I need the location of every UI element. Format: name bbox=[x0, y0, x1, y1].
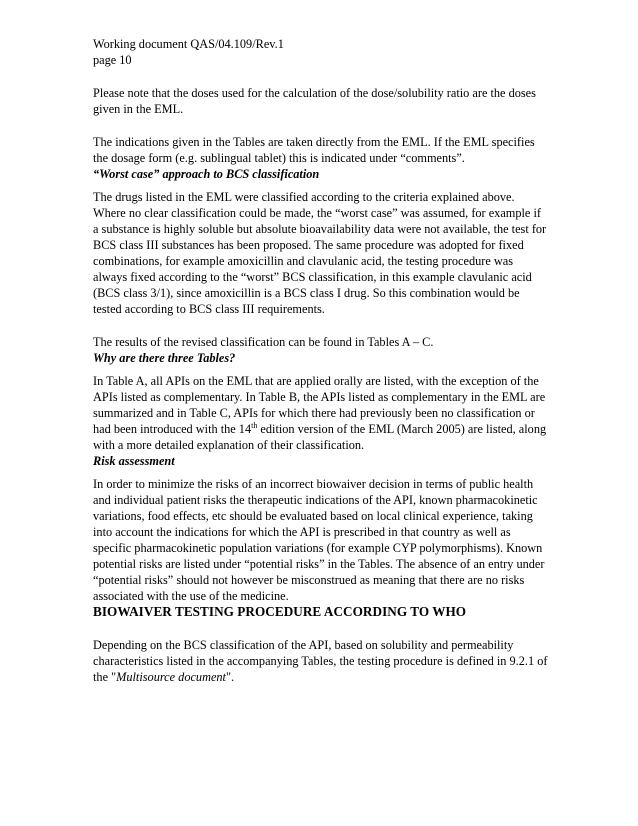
paragraph-three-tables-text-end: edition version of the EML (March 2005) are listed, along with a more detailed explanation of their classification. bbox=[93, 422, 547, 452]
paragraph-doses-note: Please note that the doses used for the calculation of the dose/solubility ratio are the doses given in the EML. bbox=[93, 86, 536, 116]
ordinal-superscript: th bbox=[251, 421, 258, 430]
heading-biowaiver-procedure: BIOWAIVER TESTING PROCEDURE ACCORDING TO WHO bbox=[93, 604, 467, 619]
page-number: page 10 bbox=[93, 53, 132, 67]
paragraph-indications: The indications given in the Tables are taken directly from the EML. If the EML specifies the dosage form (e.g. sublingual tablet) this is indicated under “comments”. bbox=[93, 135, 535, 165]
paragraph-testing-procedure bbox=[93, 637, 549, 685]
paragraph-three-tables-text: In Table A, all APIs on the EML that are applied orally are listed, with the exception of the APIs listed as complementary. In Table B, the APIs listed as complementary in the EML are summarized and in Table C, APIs for which there had previously been no classification or had been introduced with the 14 bbox=[93, 374, 546, 436]
heading-risk-assessment: Risk assessment bbox=[93, 454, 175, 468]
heading-worst-case: “Worst case” approach to BCS classification bbox=[93, 167, 320, 181]
paragraph-testing-procedure-text: Depending on the BCS classification of the API, based on solubility and permeability characteristics listed in the accompanying Tables, the testing procedure is defined in 9.2.1 of the " bbox=[93, 638, 548, 684]
paragraph-worst-case: The drugs listed in the EML were classified according to the criteria explained above. Where no clear classification could be made, the “worst case” was assumed, for example if a substance is highly soluble but absolute bioavailability data were not available, the test for BCS class III substances has been proposed. The same procedure was adopted for fixed combinations, for example amoxicillin and clavulanic acid, the testing procedure was always fixed according to the “worst” BCS classification, in this example clavulanic acid (BCS class 3/1), since amoxicillin is a BCS class I drug. So this combination would be tested according to BCS class III requirements. bbox=[93, 190, 547, 316]
paragraph-results: The results of the revised classification can be found in Tables A – C. bbox=[93, 335, 434, 349]
multisource-document-title: Multisource document bbox=[116, 670, 226, 684]
paragraph-testing-procedure-end: ". bbox=[225, 670, 235, 684]
document-id: Working document QAS/04.109/Rev.1 bbox=[93, 37, 284, 51]
paragraph-three-tables bbox=[93, 373, 549, 453]
document-page bbox=[93, 36, 549, 685]
document-header bbox=[93, 36, 549, 68]
heading-three-tables: Why are there three Tables? bbox=[93, 351, 236, 365]
paragraph-risk-assessment: In order to minimize the risks of an incorrect biowaiver decision in terms of public health and individual patient risks the therapeutic indications of the API, known pharmacokinetic variations, food effects, etc should be evaluated based on local clinical experience, taking into account the indications for which the API is prescribed in that country as well as specific pharmacokinetic population variations (for example CYP polymorphisms). Known potential risks are listed under “potential risks” in the Tables. The absence of an entry under “potential risks” should not however be misconstrued as meaning that there are no risks associated with the use of the medicine. bbox=[93, 477, 545, 603]
